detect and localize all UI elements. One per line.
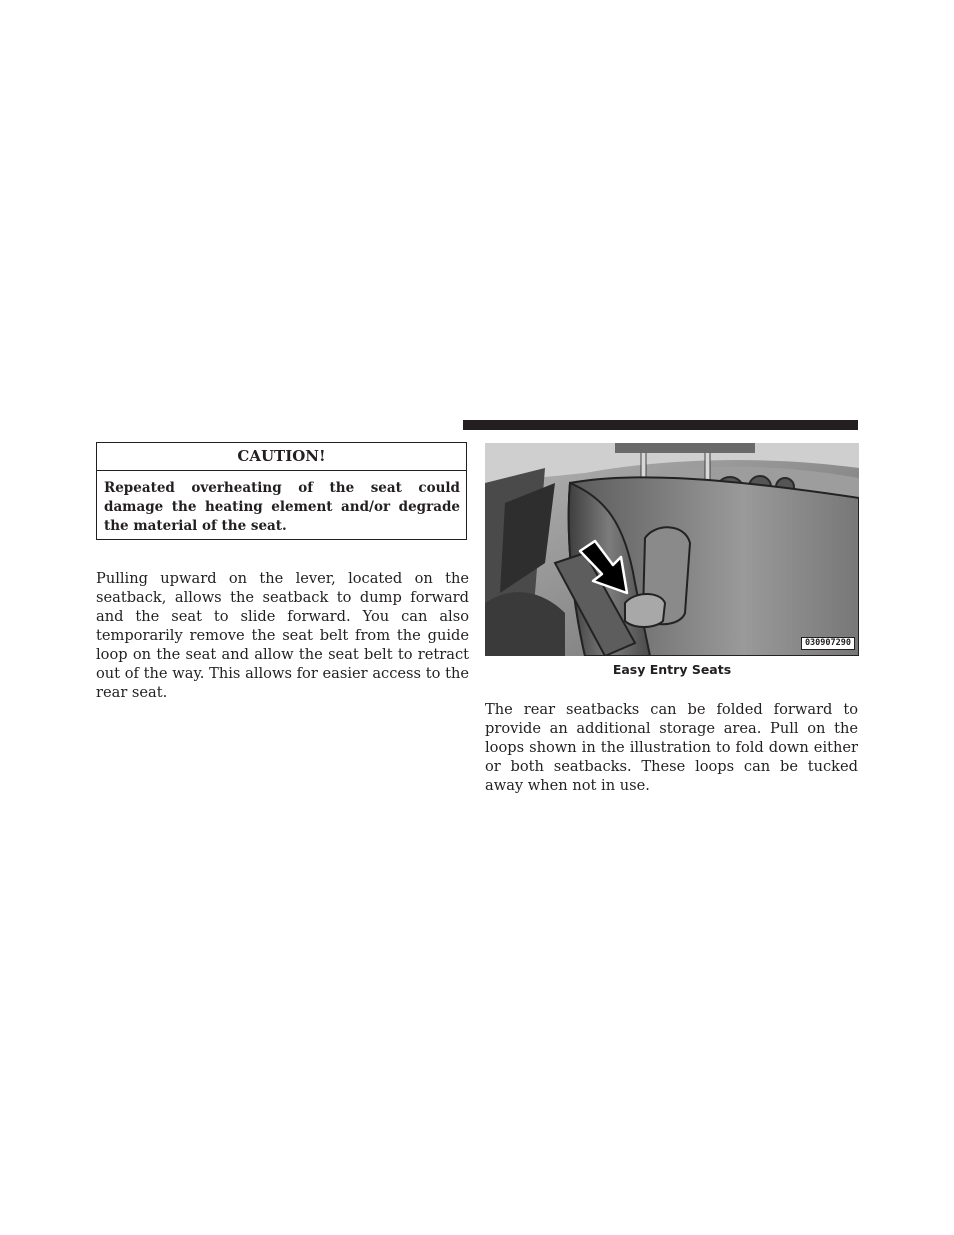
easy-entry-paragraph: Pulling upward on the lever, located on the seatback, allows the seatback to dump forward and the seat to slide forward. You can also temporarily remove the seat belt from the guide loop on the seat and allow the seat belt to retract out of the way. This allows for easier access to the rear seat.: [96, 570, 469, 701]
section-rule-bar: [463, 420, 858, 430]
figure-code-label: 030907290: [801, 637, 855, 650]
caution-box: [96, 442, 467, 540]
seat-illustration-graphic: [485, 443, 859, 656]
easy-entry-seats-illustration: [485, 443, 859, 656]
figure-caption: Easy Entry Seats: [612, 662, 732, 677]
caution-heading: CAUTION!: [97, 443, 466, 471]
rear-seatbacks-paragraph: The rear seatbacks can be folded forward to provide an additional storage area. Pull on the loops shown in the illustration to fold down either or both seatbacks. These loops can be tucked away when not in use.: [485, 701, 858, 794]
caution-text: Repeated overheating of the seat could damage the heating element and/or degrade the material of the seat.: [104, 480, 460, 534]
